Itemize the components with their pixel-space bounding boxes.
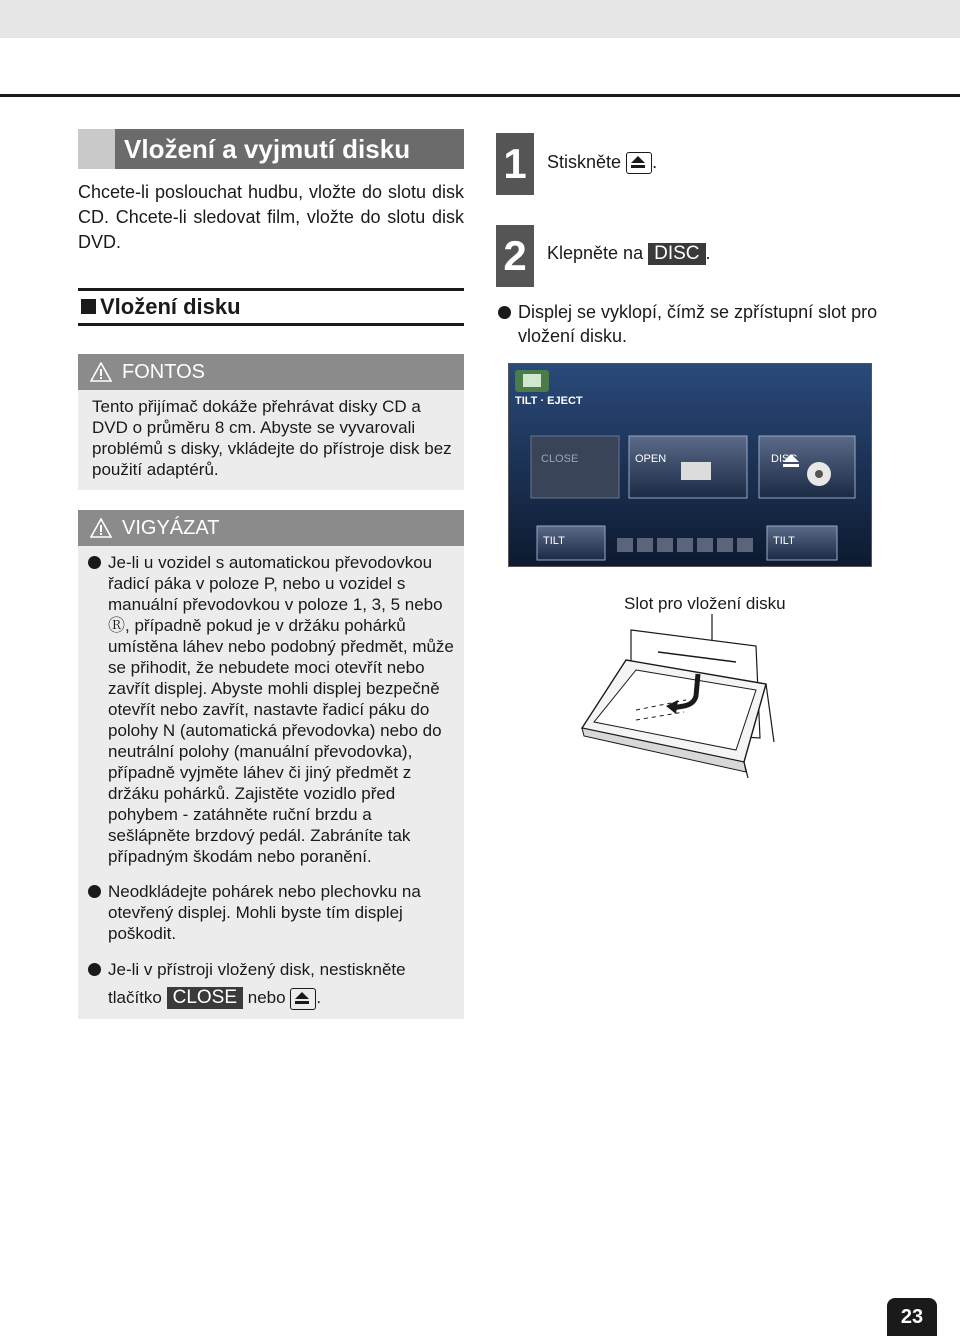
section-title: Vložení disku: [100, 294, 241, 319]
screen-header: TILT · EJECT: [515, 395, 583, 407]
screen-tilt-right-button[interactable]: TILT: [773, 535, 795, 547]
vigyazat-header: [78, 510, 464, 546]
step-number: 1: [496, 133, 534, 195]
step-number: 2: [496, 225, 534, 287]
step-note-text: Displej se vyklopí, čímž se zpřístupní slot pro vložení disku.: [518, 302, 878, 346]
section-heading: [78, 288, 464, 326]
eject-key: [626, 152, 652, 174]
title-lead-block: [78, 129, 115, 169]
list-item: [78, 552, 464, 867]
screen-open-button[interactable]: OPEN: [635, 453, 667, 465]
bullet-dot: [498, 306, 511, 319]
vigyazat-heading: VIGYÁZAT: [122, 517, 220, 539]
warning-triangle-icon: [90, 362, 112, 382]
fontos-header: [78, 354, 464, 390]
screen-close-button[interactable]: CLOSE: [541, 453, 579, 465]
page-number: 23: [887, 1298, 937, 1336]
top-band: [0, 0, 960, 38]
step-text: [547, 241, 711, 265]
screen-disc-button[interactable]: DISC: [771, 453, 798, 465]
close-button-label: CLOSE: [167, 987, 243, 1009]
step-label: Stiskněte: [547, 152, 622, 172]
bullet-dot: [88, 885, 101, 898]
disc-button-label: DISC: [648, 243, 705, 265]
screen-tilt-left-button[interactable]: TILT: [543, 535, 565, 547]
bullet-text: Je-li u vozidel s automatickou převodovkou řadicí páka v poloze P, nebo u vozidel s manuální převodovkou v poloze 1, 3, 5 nebo Ⓡ, případně pokud je v držáku pohárků umístěna láhev nebo podobný předmět, může se přihodit, že nebudete moci otevřít nebo zavřít displej. Abyste mohli displej bezpečně otevřít nebo zavřít, nastavte řadicí páku do polohy N (automatická převodovka) nebo do neutrální polohy (manuální převodovka), případně vyjměte láhev či jiný předmět z držáku pohárků. Zajistěte vozidlo před pohybem - zatáhněte ruční brzdu a sešlápněte brzdový pedál. Zabráníte tak případným škodám nebo poranění.: [108, 553, 454, 866]
square-bullet-icon: [81, 299, 96, 314]
warning-triangle-icon: [90, 518, 112, 538]
step-label: Klepněte na: [547, 243, 644, 263]
bullet-text: nebo: [247, 988, 286, 1007]
fontos-text: Tento přijímač dokáže přehrávat disky CD a DVD o průměru 8 cm. Abyste se vyvarovali problémů s disky, vkládejte do přístroje disk bez použití adaptérů.: [92, 397, 452, 479]
step-note: [496, 300, 926, 348]
page-title: Vložení a vyjmutí disku: [124, 134, 411, 164]
list-item: [78, 881, 464, 944]
bullet-text: .: [316, 988, 322, 1007]
intro-paragraph: Chcete-li poslouchat hudbu, vložte do slotu disk CD. Chcete-li sledovat film, vložte do slotu disk DVD.: [78, 182, 464, 252]
bullet-dot: [88, 963, 101, 976]
screen-graphic: [509, 364, 871, 566]
bullet-text: Je-li v přístroji vložený disk, nestiskněte tlačítko: [108, 960, 406, 1007]
eject-icon: [631, 156, 645, 168]
list-item: [78, 956, 464, 1012]
eject-icon: [295, 992, 309, 1004]
step-suffix: .: [705, 243, 711, 263]
eject-key: [290, 988, 316, 1010]
bullet-text: Neodkládejte pohárek nebo plechovku na otevřený displej. Mohli byste tím displej poškodit.: [108, 882, 421, 943]
fontos-body: [78, 390, 464, 490]
vigyazat-body: [78, 546, 464, 1019]
step-suffix: .: [652, 152, 658, 172]
bullet-dot: [88, 556, 101, 569]
fontos-heading: FONTOS: [122, 361, 205, 383]
page-title-bar: [78, 129, 464, 169]
device-illustration: [576, 612, 786, 792]
step-text: [547, 150, 657, 174]
tilt-eject-screen: [508, 363, 872, 567]
header-rule: [0, 94, 960, 97]
figure-caption: Slot pro vložení disku: [624, 594, 786, 613]
